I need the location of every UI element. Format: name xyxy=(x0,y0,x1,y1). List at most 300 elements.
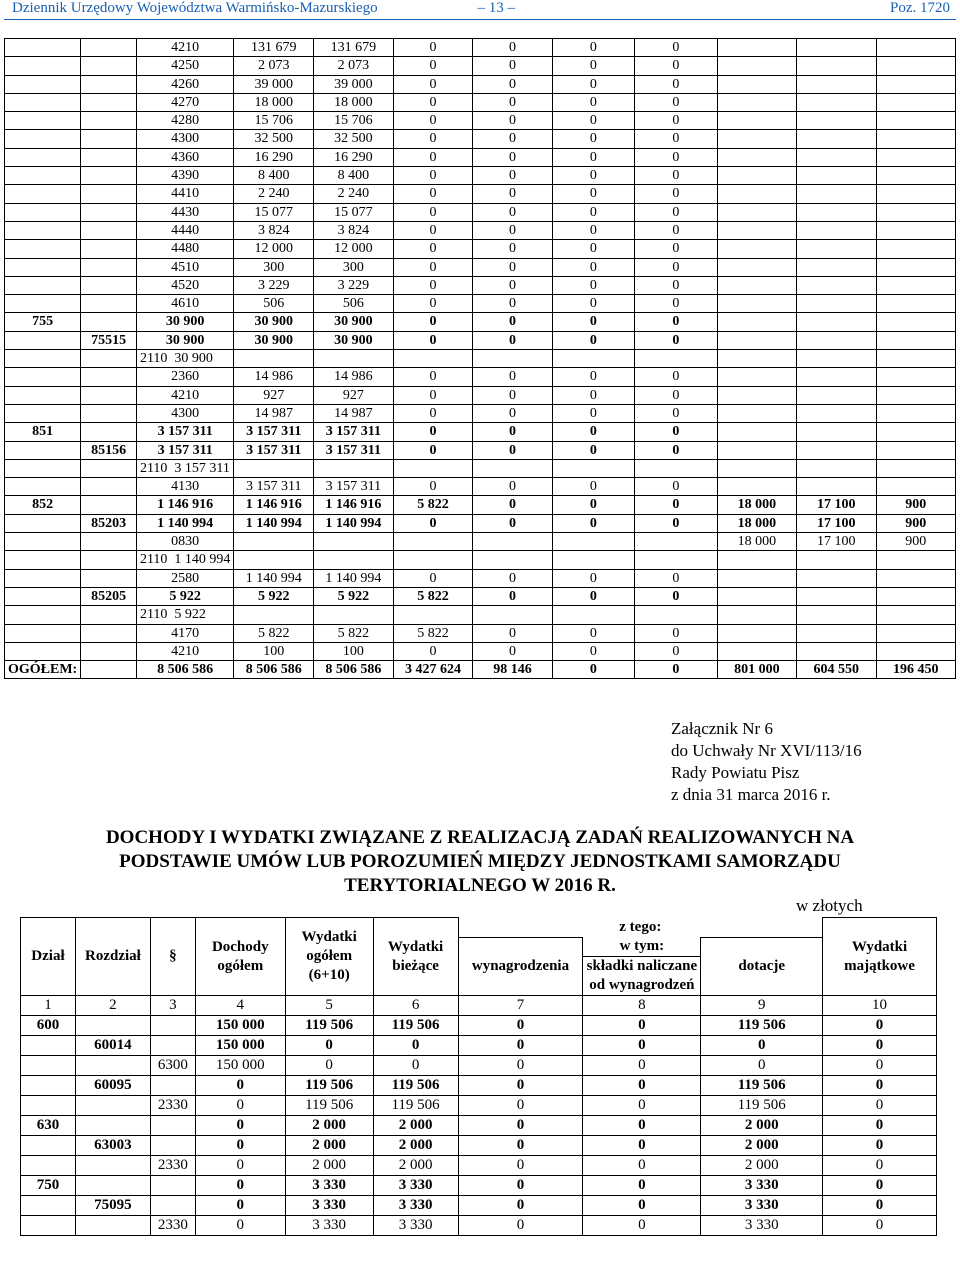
table-cell xyxy=(717,148,796,166)
table-cell: 0 xyxy=(635,386,718,404)
table-cell: 2110 1 140 994 xyxy=(136,551,233,569)
table-cell: 0 xyxy=(635,258,718,276)
table-cell: 150 000 xyxy=(195,1056,285,1076)
annex-line: do Uchwały Nr XVI/113/16 xyxy=(671,741,862,760)
table-cell: 4210 xyxy=(136,386,233,404)
budget-table-continued xyxy=(4,38,956,679)
table-cell xyxy=(150,1016,195,1036)
table-cell: 75515 xyxy=(81,331,137,349)
table-cell xyxy=(797,313,876,331)
table-cell: 3 330 xyxy=(285,1216,373,1236)
table-cell: 0 xyxy=(635,75,718,93)
table-cell: 1 140 994 xyxy=(234,514,314,532)
table-cell xyxy=(797,606,876,624)
table-cell: 150 000 xyxy=(195,1036,285,1056)
table-cell: 0 xyxy=(583,1156,701,1176)
table-cell xyxy=(717,624,796,642)
table-cell: 30 900 xyxy=(136,313,233,331)
table-row xyxy=(5,350,956,368)
table-cell: 0 xyxy=(458,1096,583,1116)
table-cell: 4210 xyxy=(136,642,233,660)
table-cell xyxy=(876,276,955,294)
table-cell: 0 xyxy=(583,1216,701,1236)
table-row xyxy=(21,1096,937,1116)
table-row xyxy=(5,661,956,679)
table-cell: 0 xyxy=(458,1076,583,1096)
table-cell: 0 xyxy=(195,1216,285,1236)
table-cell: 5 922 xyxy=(314,587,394,605)
table-cell: 0 xyxy=(635,624,718,642)
table-cell xyxy=(5,57,81,75)
table-cell: 0 xyxy=(473,587,552,605)
table-cell: 0 xyxy=(473,39,552,57)
table-cell: 1 146 916 xyxy=(136,496,233,514)
table-cell: 0 xyxy=(823,1056,937,1076)
table-cell xyxy=(234,551,314,569)
table-cell: 0 xyxy=(552,313,635,331)
table-cell: 1 146 916 xyxy=(314,496,394,514)
table-row xyxy=(5,130,956,148)
table-cell: 2 000 xyxy=(373,1156,458,1176)
table-cell xyxy=(717,276,796,294)
table-cell xyxy=(81,112,137,130)
table-cell: 0 xyxy=(393,441,473,459)
table-cell xyxy=(75,1156,150,1176)
table-row xyxy=(5,167,956,185)
table-cell: 0 xyxy=(635,661,718,679)
table-cell xyxy=(876,57,955,75)
table-cell xyxy=(5,459,81,477)
table-cell xyxy=(314,551,394,569)
column-number: 2 xyxy=(75,996,150,1016)
table-cell: 0 xyxy=(473,93,552,111)
table-cell: 0 xyxy=(393,167,473,185)
table-cell xyxy=(797,276,876,294)
table-cell: 3 157 311 xyxy=(314,423,394,441)
column-number-row xyxy=(21,996,937,1016)
table-row xyxy=(21,1216,937,1236)
annex-note xyxy=(671,718,862,806)
table-cell: 63003 xyxy=(75,1136,150,1156)
table-cell: 15 077 xyxy=(314,203,394,221)
table-row xyxy=(5,551,956,569)
table-cell: 4430 xyxy=(136,203,233,221)
table-cell xyxy=(393,533,473,551)
table-cell: 131 679 xyxy=(234,39,314,57)
table-cell: 2110 3 157 311 xyxy=(136,459,233,477)
table-cell: 0 xyxy=(458,1156,583,1176)
table-cell: 0 xyxy=(393,57,473,75)
table-cell xyxy=(81,203,137,221)
table-cell: 0 xyxy=(552,258,635,276)
table-row xyxy=(5,276,956,294)
table-cell xyxy=(797,39,876,57)
table-cell xyxy=(797,130,876,148)
table-cell: 0 xyxy=(473,112,552,130)
table-cell: 3 229 xyxy=(234,276,314,294)
table-cell: 3 330 xyxy=(373,1196,458,1216)
table-cell xyxy=(5,386,81,404)
table-cell: 0 xyxy=(473,313,552,331)
table-cell xyxy=(717,459,796,477)
table-cell xyxy=(5,221,81,239)
table-cell: 3 824 xyxy=(234,221,314,239)
table-cell xyxy=(150,1176,195,1196)
table-cell xyxy=(717,606,796,624)
table-cell: 0 xyxy=(823,1016,937,1036)
table-cell: 4410 xyxy=(136,185,233,203)
table-cell: 0 xyxy=(635,569,718,587)
table-cell xyxy=(5,148,81,166)
table-cell xyxy=(81,533,137,551)
table-cell: 119 506 xyxy=(373,1016,458,1036)
table-cell xyxy=(5,368,81,386)
table-row xyxy=(21,1116,937,1136)
table-cell: 0 xyxy=(552,661,635,679)
table-cell: 0 xyxy=(552,148,635,166)
table-cell: 0 xyxy=(473,441,552,459)
table-row xyxy=(5,606,956,624)
table-cell: 300 xyxy=(234,258,314,276)
table-cell: 0 xyxy=(635,478,718,496)
table-cell xyxy=(876,587,955,605)
table-cell: 0 xyxy=(701,1056,823,1076)
table-cell xyxy=(797,404,876,422)
table-cell: 1 140 994 xyxy=(234,569,314,587)
table-cell: 119 506 xyxy=(285,1076,373,1096)
table-cell: 0 xyxy=(552,331,635,349)
table-cell: 2 073 xyxy=(314,57,394,75)
table-cell xyxy=(876,295,955,313)
journal-title: Dziennik Urzędowy Województwa Warmińsko-Mazurskiego xyxy=(12,0,378,16)
table-cell xyxy=(5,514,81,532)
table-cell: 0 xyxy=(373,1056,458,1076)
table-cell: 2 000 xyxy=(285,1156,373,1176)
table-cell: 0 xyxy=(635,148,718,166)
table-cell: 0 xyxy=(635,185,718,203)
table-cell: 0 xyxy=(473,331,552,349)
table-cell xyxy=(5,533,81,551)
table-row xyxy=(21,1056,937,1076)
table-cell xyxy=(797,295,876,313)
table-cell: 0 xyxy=(552,441,635,459)
table-row xyxy=(5,39,956,57)
table-cell: 0 xyxy=(195,1156,285,1176)
table-cell xyxy=(717,386,796,404)
column-number: 1 xyxy=(21,996,76,1016)
table-cell: 0 xyxy=(635,642,718,660)
table-cell: 0 xyxy=(552,386,635,404)
table-cell: 18 000 xyxy=(717,514,796,532)
table-cell: 0 xyxy=(393,386,473,404)
table-cell xyxy=(81,185,137,203)
table-cell: 0 xyxy=(635,514,718,532)
table-cell: 2110 30 900 xyxy=(136,350,233,368)
table-cell: 0 xyxy=(635,313,718,331)
header-majatkowe: Wydatki majątkowe xyxy=(823,918,937,996)
table-cell: 3 330 xyxy=(285,1196,373,1216)
table-cell: 0 xyxy=(823,1116,937,1136)
table-cell: 2330 xyxy=(150,1216,195,1236)
table-cell xyxy=(5,551,81,569)
header-wydatki-ogolem: Wydatki ogółem (6+10) xyxy=(285,918,373,996)
table-cell: 0 xyxy=(473,478,552,496)
table-cell: 0 xyxy=(458,1216,583,1236)
table-cell xyxy=(150,1076,195,1096)
table-cell: 0 xyxy=(635,368,718,386)
table-cell: 98 146 xyxy=(473,661,552,679)
column-number: 6 xyxy=(373,996,458,1016)
table-cell: 119 506 xyxy=(701,1076,823,1096)
table-cell: 85156 xyxy=(81,441,137,459)
table-cell: 0 xyxy=(473,624,552,642)
table-cell xyxy=(5,569,81,587)
table-row xyxy=(5,57,956,75)
table-cell: 0 xyxy=(195,1136,285,1156)
table-cell: 851 xyxy=(5,423,81,441)
table-cell xyxy=(81,167,137,185)
table-cell xyxy=(5,350,81,368)
table-cell: 0 xyxy=(552,75,635,93)
header-wynagrodzenia: wynagrodzenia xyxy=(458,937,583,996)
table-cell: 0 xyxy=(552,587,635,605)
table-cell: 15 077 xyxy=(234,203,314,221)
table-cell xyxy=(797,423,876,441)
table-cell xyxy=(75,1216,150,1236)
table-cell xyxy=(797,350,876,368)
table-cell xyxy=(81,368,137,386)
table-cell xyxy=(81,661,137,679)
table-cell: 506 xyxy=(234,295,314,313)
table-cell: 0 xyxy=(458,1176,583,1196)
table-cell xyxy=(473,606,552,624)
table-cell: 2 000 xyxy=(701,1156,823,1176)
table-cell: 8 506 586 xyxy=(314,661,394,679)
table-cell xyxy=(5,167,81,185)
table-cell: 0 xyxy=(635,39,718,57)
table-cell xyxy=(5,93,81,111)
table-cell xyxy=(150,1196,195,1216)
table-cell xyxy=(81,258,137,276)
table-cell xyxy=(5,203,81,221)
table-cell xyxy=(717,569,796,587)
table-cell: 4440 xyxy=(136,221,233,239)
table-cell xyxy=(473,350,552,368)
table-cell: 0 xyxy=(195,1076,285,1096)
table-cell xyxy=(21,1036,76,1056)
table-cell xyxy=(5,587,81,605)
table-cell: 3 157 311 xyxy=(314,478,394,496)
table-row xyxy=(5,441,956,459)
table-cell: 5 822 xyxy=(234,624,314,642)
table-cell xyxy=(717,185,796,203)
table-cell: 0 xyxy=(473,368,552,386)
table-cell: 0 xyxy=(552,514,635,532)
table-cell: 14 987 xyxy=(234,404,314,422)
table-cell: 0 xyxy=(823,1196,937,1216)
table-cell: 12 000 xyxy=(314,240,394,258)
table-cell xyxy=(21,1076,76,1096)
table-cell: 8 506 586 xyxy=(234,661,314,679)
table-cell: 2 000 xyxy=(373,1136,458,1156)
table-cell xyxy=(797,75,876,93)
table-cell: 2 000 xyxy=(701,1116,823,1136)
table-cell: 0 xyxy=(473,569,552,587)
table-cell xyxy=(876,130,955,148)
table-cell: 0 xyxy=(195,1176,285,1196)
table-cell: 0 xyxy=(552,642,635,660)
table-cell: 17 100 xyxy=(797,533,876,551)
table-cell xyxy=(81,478,137,496)
table-cell xyxy=(797,331,876,349)
table-cell xyxy=(5,130,81,148)
table-cell xyxy=(75,1016,150,1036)
table-cell: 0 xyxy=(473,258,552,276)
table-cell xyxy=(5,112,81,130)
table-cell: 0 xyxy=(458,1136,583,1156)
table-cell xyxy=(876,350,955,368)
table-cell: 0 xyxy=(473,404,552,422)
table-row xyxy=(5,221,956,239)
table-cell: 0 xyxy=(393,514,473,532)
table-cell: 4510 xyxy=(136,258,233,276)
table-cell xyxy=(876,642,955,660)
table-cell: 85205 xyxy=(81,587,137,605)
table-cell: 39 000 xyxy=(234,75,314,93)
table-cell xyxy=(717,551,796,569)
table-cell xyxy=(5,642,81,660)
table-cell xyxy=(21,1136,76,1156)
table-cell xyxy=(876,368,955,386)
table-cell xyxy=(5,276,81,294)
table-cell: 0 xyxy=(635,112,718,130)
table-cell xyxy=(81,551,137,569)
table-cell: 0 xyxy=(635,130,718,148)
table-cell xyxy=(5,478,81,496)
table-cell: 0 xyxy=(823,1136,937,1156)
table-cell: 0 xyxy=(552,203,635,221)
table-cell: 0 xyxy=(473,295,552,313)
table-cell: 4170 xyxy=(136,624,233,642)
table-cell xyxy=(876,221,955,239)
table-cell: 0 xyxy=(583,1076,701,1096)
table-cell xyxy=(797,185,876,203)
table-cell: 5 822 xyxy=(393,587,473,605)
table-cell: 18 000 xyxy=(717,496,796,514)
table-cell: 18 000 xyxy=(314,93,394,111)
table-cell: 0 xyxy=(552,93,635,111)
table-cell xyxy=(81,606,137,624)
table-row xyxy=(5,587,956,605)
table-cell: 0 xyxy=(473,642,552,660)
table-cell xyxy=(5,606,81,624)
table-cell: 0 xyxy=(552,295,635,313)
table-cell xyxy=(797,167,876,185)
table-cell xyxy=(81,642,137,660)
table-cell xyxy=(150,1036,195,1056)
table-row xyxy=(21,1016,937,1036)
table-cell: 0 xyxy=(458,1116,583,1136)
table-cell: 0 xyxy=(473,221,552,239)
table-cell xyxy=(81,295,137,313)
table-cell xyxy=(876,459,955,477)
table-cell: 119 506 xyxy=(701,1096,823,1116)
header-paragraf: § xyxy=(150,918,195,996)
table-cell: 0 xyxy=(552,39,635,57)
table-cell: 0 xyxy=(701,1036,823,1056)
table-cell xyxy=(5,75,81,93)
table-cell: 0 xyxy=(635,331,718,349)
table-cell: 0 xyxy=(823,1036,937,1056)
table-cell xyxy=(717,93,796,111)
column-number: 10 xyxy=(823,996,937,1016)
table-cell: 1 140 994 xyxy=(314,569,394,587)
table-cell: 60014 xyxy=(75,1036,150,1056)
table-cell: 8 506 586 xyxy=(136,661,233,679)
table-cell xyxy=(717,75,796,93)
table-cell xyxy=(150,1136,195,1156)
table-cell: 0 xyxy=(473,514,552,532)
table-cell xyxy=(552,606,635,624)
table-row xyxy=(5,75,956,93)
table-cell xyxy=(717,404,796,422)
table-cell xyxy=(552,533,635,551)
table-cell: 2 000 xyxy=(701,1136,823,1156)
annex-line: Rady Powiatu Pisz xyxy=(671,763,800,782)
table-cell xyxy=(876,167,955,185)
table-cell: 604 550 xyxy=(797,661,876,679)
table-cell xyxy=(717,130,796,148)
table-cell xyxy=(21,1096,76,1116)
table-cell: 0 xyxy=(473,496,552,514)
table-cell: 927 xyxy=(234,386,314,404)
table-cell: 18 000 xyxy=(234,93,314,111)
table-row xyxy=(21,1036,937,1056)
header-dzial: Dział xyxy=(21,918,76,996)
table-cell xyxy=(234,533,314,551)
table-row xyxy=(5,93,956,111)
table-cell xyxy=(314,350,394,368)
header-dochody: Dochody ogółem xyxy=(195,918,285,996)
table-cell: 0 xyxy=(393,39,473,57)
table-cell: 0 xyxy=(393,295,473,313)
table-cell xyxy=(21,1156,76,1176)
table-row xyxy=(5,642,956,660)
table-cell: 0 xyxy=(583,1136,701,1156)
table-row xyxy=(5,404,956,422)
table-cell: 119 506 xyxy=(285,1096,373,1116)
table-cell: 3 330 xyxy=(701,1196,823,1216)
table-cell: 14 986 xyxy=(234,368,314,386)
table-cell: 900 xyxy=(876,533,955,551)
table-cell xyxy=(797,478,876,496)
table-cell xyxy=(717,642,796,660)
table-cell xyxy=(797,368,876,386)
table-cell xyxy=(75,1116,150,1136)
table-cell: 0 xyxy=(635,57,718,75)
table-cell: 5 822 xyxy=(314,624,394,642)
table-cell xyxy=(5,185,81,203)
table-cell: 0 xyxy=(823,1156,937,1176)
table-cell: 0 xyxy=(635,295,718,313)
table-row xyxy=(21,1176,937,1196)
table-cell: 0 xyxy=(393,258,473,276)
table-cell xyxy=(393,350,473,368)
table-cell: 0 xyxy=(583,1016,701,1036)
table-cell: 0 xyxy=(473,130,552,148)
table-cell: 8 400 xyxy=(234,167,314,185)
table-cell xyxy=(717,478,796,496)
